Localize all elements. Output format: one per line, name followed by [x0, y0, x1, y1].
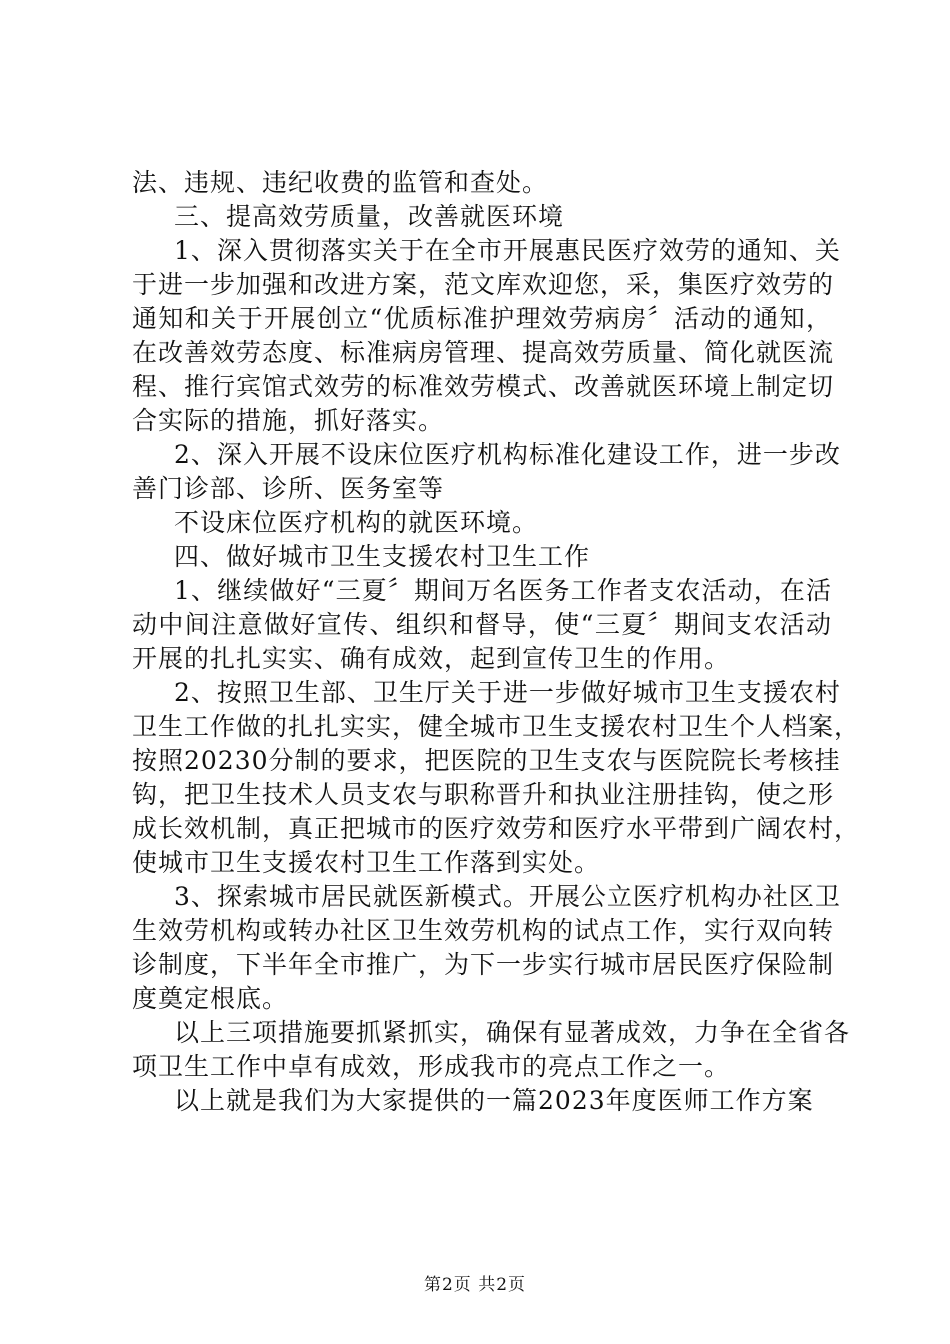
text-line: 卫生工作做的扎扎实实，健全城市卫生支援农村卫生个人档案，	[132, 712, 861, 741]
text-line: 以上三项措施要抓紧抓实，确保有显著成效，力争在全省各	[174, 1018, 851, 1047]
text-line: 以上就是我们为大家提供的一篇2023年度医师工作方案	[174, 1086, 814, 1115]
text-line: 生效劳机构或转办社区卫生效劳机构的试点工作，实行双向转	[132, 916, 835, 945]
text-line: 1、深入贯彻落实关于在全市开展惠民医疗效劳的通知、关	[174, 236, 841, 265]
text-line: 在改善效劳态度、标准病房管理、提高效劳质量、简化就医流	[132, 338, 835, 367]
text-line: 2、按照卫生部、卫生厅关于进一步做好城市卫生支援农村	[174, 678, 841, 707]
text-line: 项卫生工作中卓有成效，形成我市的亮点工作之一。	[132, 1052, 731, 1081]
text-line: 按照20230分制的要求，把医院的卫生支农与医院院长考核挂	[132, 746, 841, 775]
text-line: 合实际的措施，抓好落实。	[132, 406, 445, 435]
section-heading: 三、提高效劳质量，改善就医环境	[174, 202, 565, 231]
text-line: 1、继续做好“三夏〞期间万名医务工作者支农活动，在活	[174, 576, 832, 605]
text-line: 动中间注意做好宣传、组织和督导，使“三夏〞期间支农活动	[132, 610, 832, 639]
section-heading: 四、做好城市卫生支援农村卫生工作	[174, 542, 591, 571]
text-line: 钩，把卫生技术人员支农与职称晋升和执业注册挂钩，使之形	[132, 780, 835, 809]
text-line: 法、违规、违纪收费的监管和查处。	[132, 168, 549, 197]
text-line: 于进一步加强和改进方案，范文库欢迎您，采，集医疗效劳的	[132, 270, 835, 299]
text-line: 度奠定根底。	[132, 984, 289, 1013]
document-body	[132, 166, 861, 1118]
text-line: 不设床位医疗机构的就医环境。	[174, 508, 539, 537]
text-line: 成长效机制，真正把城市的医疗效劳和医疗水平带到广阔农村，	[132, 814, 861, 843]
page-number-footer: 第2页 共2页	[423, 1275, 527, 1295]
text-line: 使城市卫生支援农村卫生工作落到实处。	[132, 848, 601, 877]
text-line: 2、深入开展不设床位医疗机构标准化建设工作，进一步改	[174, 440, 841, 469]
text-line: 3、探索城市居民就医新模式。开展公立医疗机构办社区卫	[174, 882, 841, 911]
text-line: 善门诊部、诊所、医务室等	[132, 474, 445, 503]
text-line: 通知和关于开展创立“优质标准护理效劳病房〞活动的通知，	[132, 304, 832, 333]
text-line: 诊制度，下半年全市推广，为下一步实行城市居民医疗保险制	[132, 950, 835, 979]
text-line: 程、推行宾馆式效劳的标准效劳模式、改善就医环境上制定切	[132, 372, 835, 401]
text-line: 开展的扎扎实实、确有成效，起到宣传卫生的作用。	[132, 644, 731, 673]
